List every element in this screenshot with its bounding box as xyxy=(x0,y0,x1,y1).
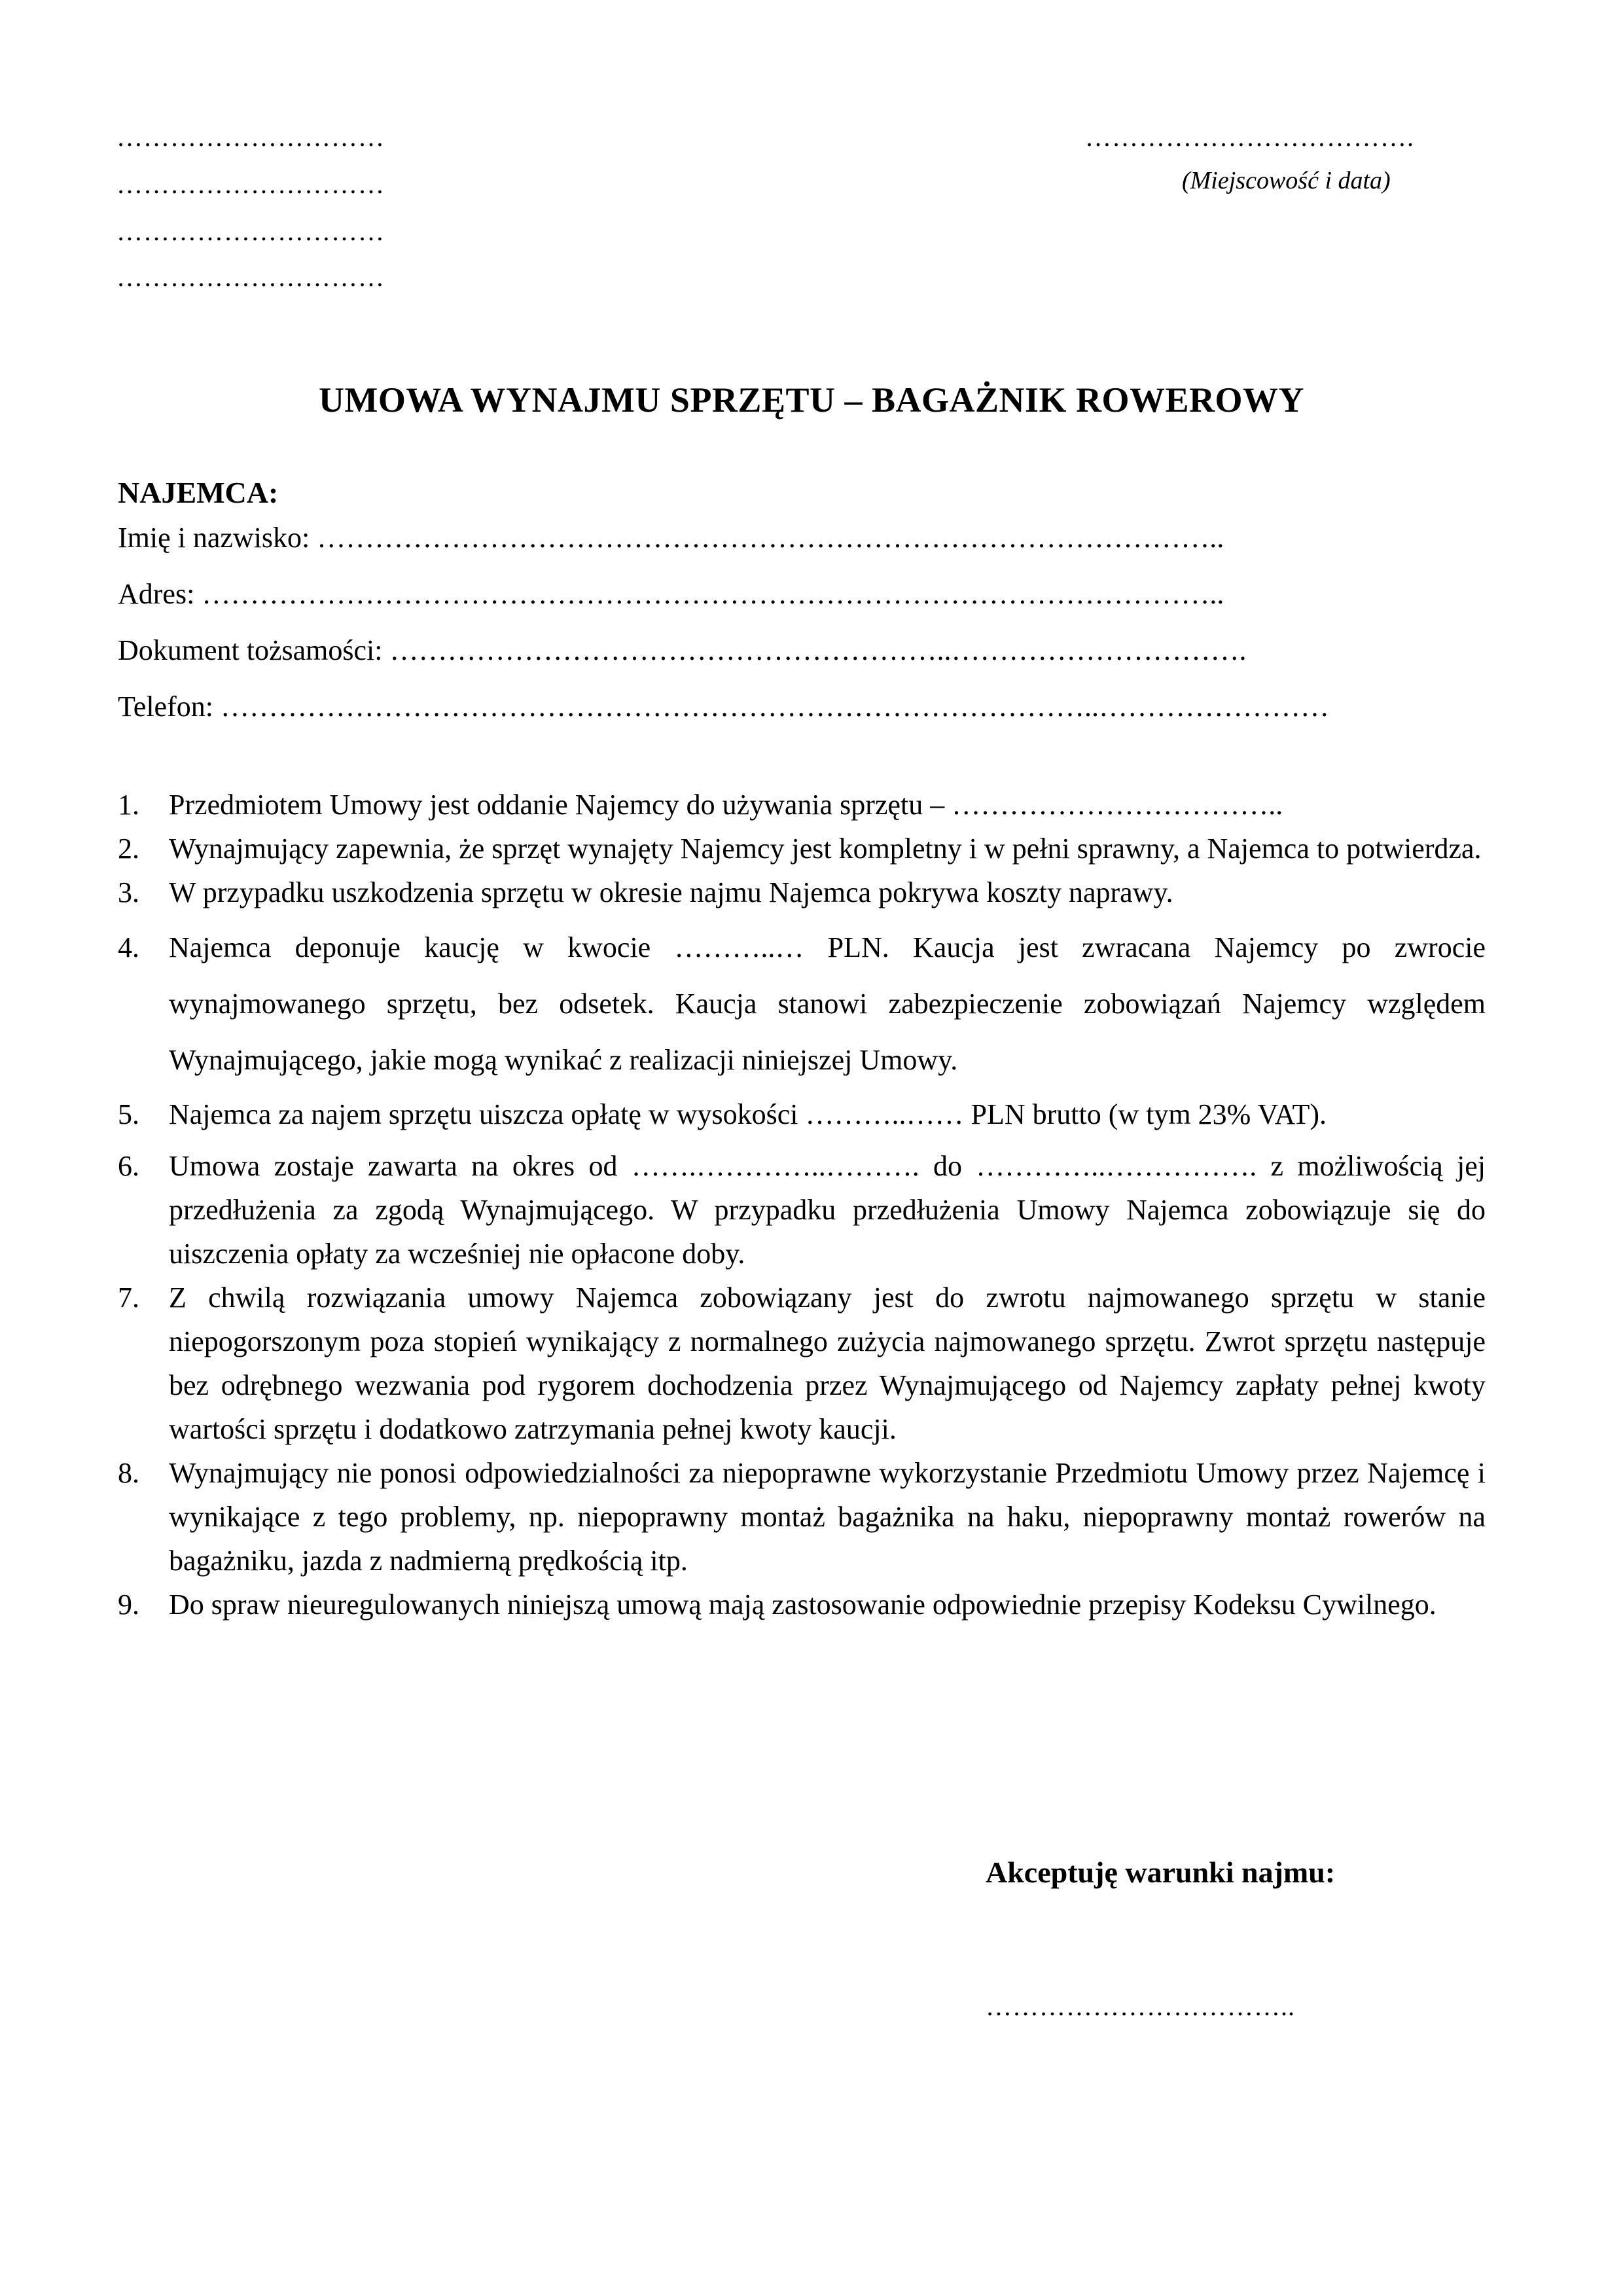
tenant-field-name xyxy=(118,521,1224,554)
clauses-list xyxy=(118,783,1486,1626)
clause-number: 4. xyxy=(118,931,139,963)
lessor-line-1: ………………………… xyxy=(116,122,385,152)
clause-number: 6. xyxy=(118,1150,139,1182)
clause-number: 9. xyxy=(118,1588,139,1621)
clause-number: 3. xyxy=(118,876,139,908)
clause-text: Do spraw nieuregulowanych niniejszą umową mają zastosowanie odpowiednie przepisy Kodeksu Cywilnego. xyxy=(169,1588,1436,1621)
clause-text: Przedmiotem Umowy jest oddanie Najemcy do używania sprzętu – …………………………….. xyxy=(169,789,1283,821)
clause-3 xyxy=(118,870,1486,914)
place-date-label: (Miejscowość i data) xyxy=(1182,167,1391,194)
clause-number: 8. xyxy=(118,1457,139,1489)
clause-text: Najemca deponuje kaucję w kwocie ………..… PLN. Kaucja jest zwracana Najemcy po zwrocie wynajmowanego sprzętu, bez odsetek. Kaucja stanowi zabezpieczenie zobowiązań Najemcy względem Wynajmującego, jakie mogą wynikać z realizacji niniejszej Umowy. xyxy=(169,931,1486,1076)
clause-4 xyxy=(118,920,1486,1088)
field-dots: ………………………………………………………………………………….. xyxy=(317,522,1224,554)
document-title: UMOWA WYNAJMU SPRZĘTU – BAGAŻNIK ROWEROWY xyxy=(318,380,1305,420)
tenant-heading: NAJEMCA: xyxy=(118,476,279,509)
clause-9 xyxy=(118,1583,1486,1626)
place-date-dots: ………………………………. xyxy=(1085,122,1414,152)
tenant-field-address xyxy=(118,577,1224,611)
tenant-field-id-document xyxy=(118,634,1247,667)
clause-6 xyxy=(118,1144,1486,1276)
clause-number: 7. xyxy=(118,1282,139,1314)
clause-5 xyxy=(118,1092,1486,1136)
field-label: Adres: xyxy=(118,578,195,610)
clause-text: Wynajmujący zapewnia, że sprzęt wynajęty Najemcy jest kompletny i w pełni sprawny, a Najemca to potwierdza. xyxy=(169,833,1482,865)
field-dots: …………………………………………………..…………………………. xyxy=(389,634,1247,666)
clause-text: W przypadku uszkodzenia sprzętu w okresie najmu Najemca pokrywa koszty naprawy. xyxy=(169,876,1173,908)
clause-text: Wynajmujący nie ponosi odpowiedzialności za niepoprawne wykorzystanie Przedmiotu Umowy przez Najemcę i wynikające z tego problemy, np. niepoprawny montaż bagażnika na haku, niepoprawny montaż rowerów na bagażniku, jazda z nadmierną prędkością itp. xyxy=(169,1457,1486,1577)
lessor-line-2: ………………………… xyxy=(116,170,385,199)
field-label: Dokument tożsamości: xyxy=(118,634,383,666)
signature-line: …………………………….. xyxy=(986,1992,1295,2021)
acceptance-label: Akceptuję warunki najmu: xyxy=(986,1856,1336,1889)
clause-7 xyxy=(118,1276,1486,1451)
lessor-line-4: ………………………… xyxy=(116,262,385,292)
clause-text: Umowa zostaje zawarta na okres od …….…………..………. do …………..……………. z możliwością jej przedłużenia za zgodą Wynajmującego. W przypadku przedłużenia Umowy Najemca zobowiązuje się do uiszczenia opłaty za wcześniej nie opłacone doby. xyxy=(169,1150,1486,1270)
clause-2 xyxy=(118,827,1486,870)
field-dots: …………………………………………………………………………………………….. xyxy=(202,578,1224,610)
clause-number: 2. xyxy=(118,833,139,865)
field-label: Telefon: xyxy=(118,691,213,723)
clause-text: Najemca za najem sprzętu uiszcza opłatę w wysokości ………..…… PLN brutto (w tym 23% VAT). xyxy=(169,1098,1327,1130)
clause-8 xyxy=(118,1451,1486,1583)
clause-1 xyxy=(118,783,1486,827)
lessor-line-3: ………………………… xyxy=(116,217,385,246)
field-label: Imię i nazwisko: xyxy=(118,522,310,554)
clause-text: Z chwilą rozwiązania umowy Najemca zobowiązany jest do zwrotu najmowanego sprzętu w stanie niepogorszonym poza stopień wynikający z normalnego zużycia najmowanego sprzętu. Zwrot sprzętu następuje bez odrębnego wezwania pod rygorem dochodzenia przez Wynajmującego od Najemcy zapłaty pełnej kwoty wartości sprzętu i dodatkowo zatrzymania pełnej kwoty kaucji. xyxy=(169,1282,1486,1445)
field-dots: ………………………………………………………………………………..…………………… xyxy=(220,691,1329,723)
tenant-field-phone xyxy=(118,690,1329,723)
clause-number: 1. xyxy=(118,789,139,821)
clause-number: 5. xyxy=(118,1098,139,1130)
